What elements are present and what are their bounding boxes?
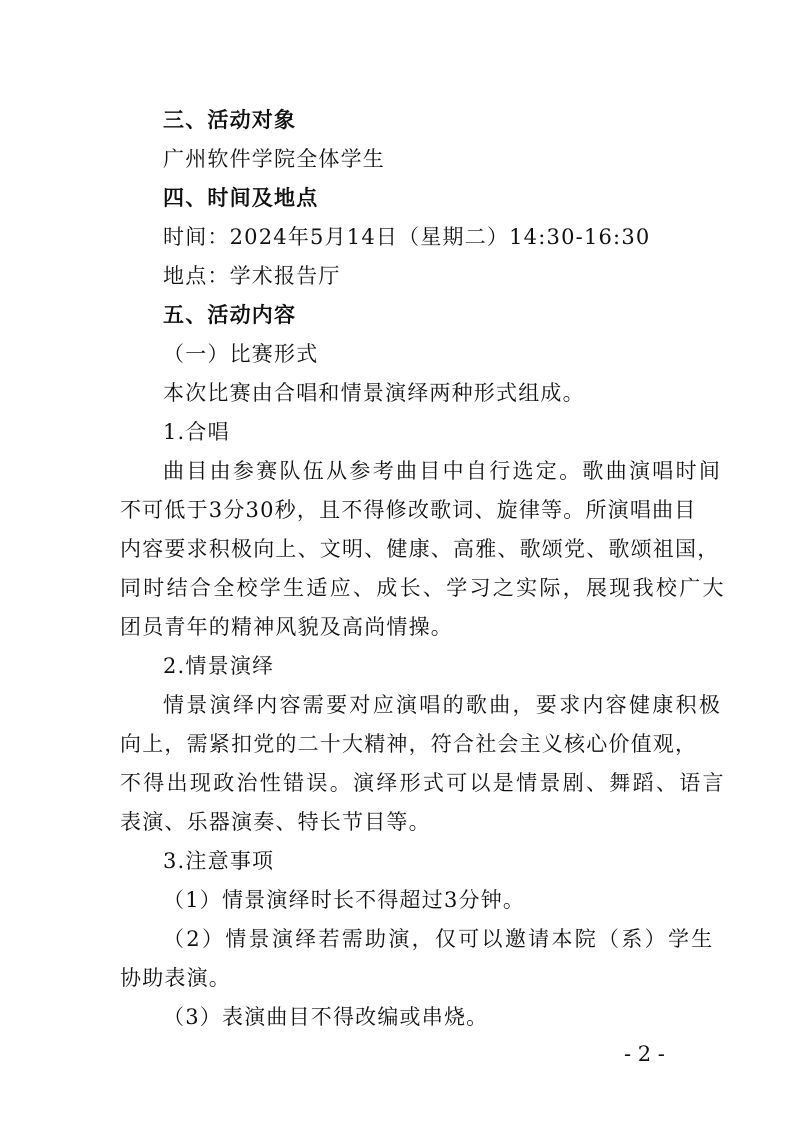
item1-line: 曲目由参赛队伍从参考曲目中自行选定。歌曲演唱时间 bbox=[163, 459, 723, 483]
item2-line: 不得出现政治性错误。演绎形式可以是情景剧、舞蹈、语言 bbox=[120, 771, 726, 795]
item2-line: 表演、乐器演奏、特长节目等。 bbox=[120, 810, 431, 834]
section3-body: 广州软件学院全体学生 bbox=[163, 147, 385, 171]
section4-heading: 四、时间及地点 bbox=[163, 186, 319, 210]
item1-line: 内容要求积极向上、文明、健康、高雅、歌颂党、歌颂祖国， bbox=[120, 537, 720, 561]
item1-title: 1.合唱 bbox=[163, 420, 230, 444]
format-summary: 本次比赛由合唱和情景演绎两种形式组成。 bbox=[163, 381, 585, 405]
item2-line: 向上，需紧扣党的二十大精神，符合社会主义核心价值观， bbox=[120, 732, 698, 756]
note-2-line: 协助表演。 bbox=[120, 966, 231, 990]
note-3: （3）表演曲目不得改编或串烧。 bbox=[163, 1005, 489, 1029]
item1-line: 同时结合全校学生适应、成长、学习之实际，展现我校广大 bbox=[120, 576, 726, 600]
page-number: - 2 - bbox=[624, 1042, 665, 1066]
item1-line: 团员青年的精神风貌及高尚情操。 bbox=[120, 615, 453, 639]
section5-heading: 五、活动内容 bbox=[163, 303, 297, 327]
note-1: （1）情景演绎时长不得超过3分钟。 bbox=[163, 888, 526, 912]
place-line: 地点：学术报告厅 bbox=[163, 264, 341, 288]
item2-line: 情景演绎内容需要对应演唱的歌曲，要求内容健康积极 bbox=[163, 693, 723, 717]
note-2-line: （2）情景演绎若需助演，仅可以邀请本院（系）学生 bbox=[163, 927, 715, 951]
item3-title: 3.注意事项 bbox=[163, 849, 275, 873]
section3-heading: 三、活动对象 bbox=[163, 108, 297, 132]
item1-line: 不可低于3分30秒，且不得修改歌词、旋律等。所演唱曲目 bbox=[120, 498, 697, 522]
time-line: 时间：2024年5月14日（星期二）14:30-16:30 bbox=[163, 225, 651, 249]
subsection1-title: （一）比赛形式 bbox=[163, 342, 319, 366]
item2-title: 2.情景演绎 bbox=[163, 654, 275, 678]
